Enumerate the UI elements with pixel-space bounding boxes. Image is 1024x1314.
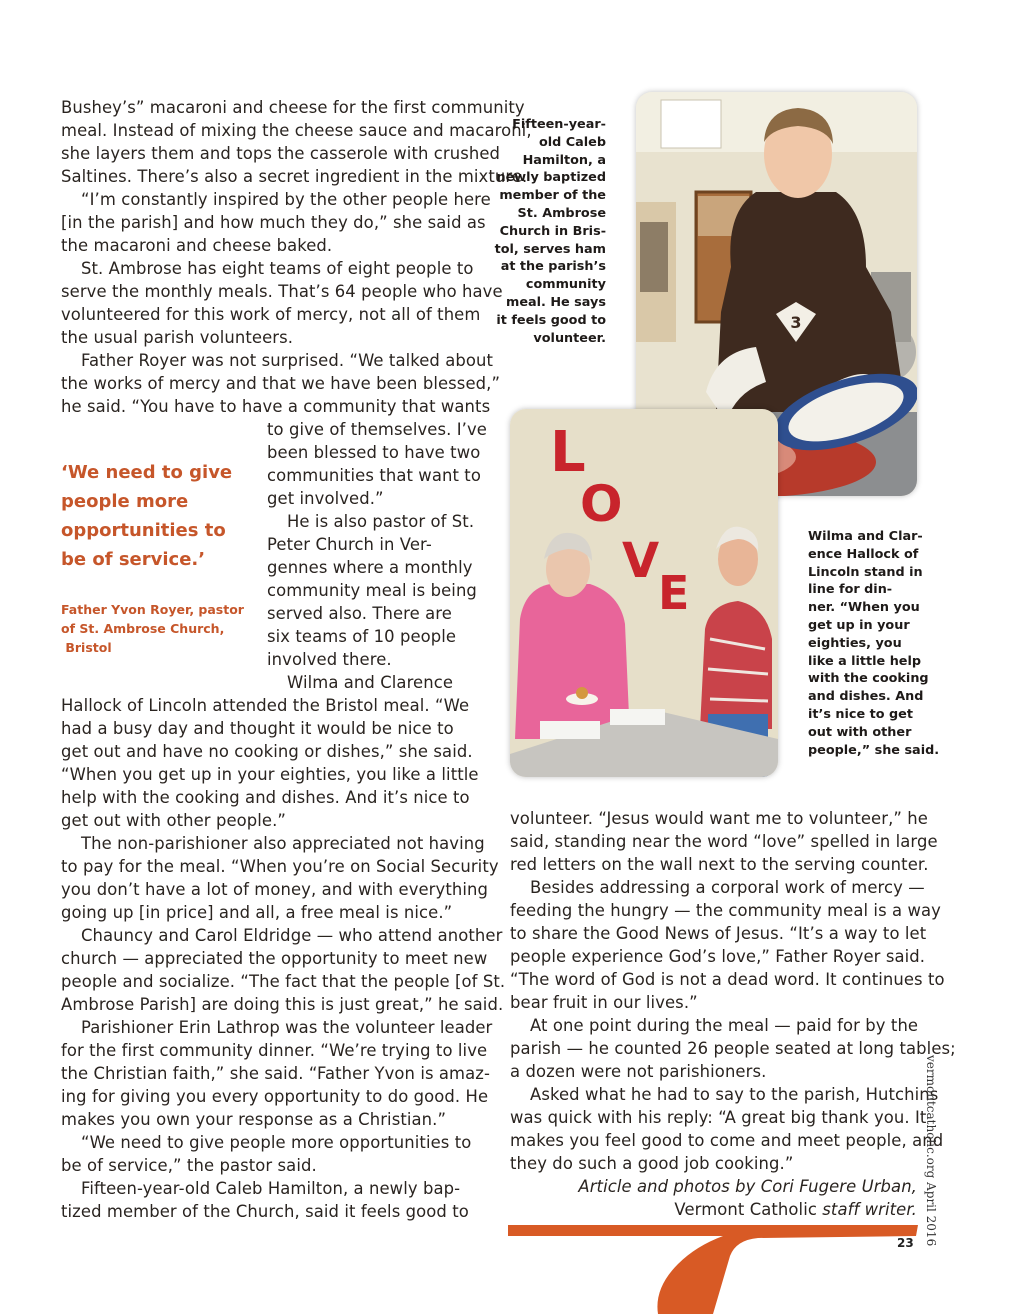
body-line: she layers them and tops the casserole with crushed: [61, 144, 501, 163]
body-line: “The word of God is not a dead word. It continues to: [510, 970, 945, 989]
caption-caleb: [490, 116, 606, 347]
col1-top-text: [61, 96, 532, 418]
credit-publication: Vermont Catholic: [674, 1200, 823, 1219]
caption-line: it’s nice to get: [808, 706, 913, 722]
body-line: get out and have no cooking or dishes,” she said.: [61, 742, 473, 761]
caption-line: community: [525, 277, 606, 293]
pull-quote-line: be of service.’: [61, 549, 206, 570]
footer-vertical: [924, 1055, 943, 1247]
col1-bottom-text: [61, 694, 506, 1223]
body-line: to share the Good News of Jesus. “It’s a way to let: [510, 924, 927, 943]
caption-line: people,” she said.: [808, 742, 940, 758]
caption-line: meal. He says: [505, 294, 606, 310]
caption-line: get up in your: [808, 617, 910, 633]
pull-attr-line: Bristol: [61, 640, 112, 655]
body-line: to pay for the meal. “When you’re on Social Security: [61, 857, 499, 876]
body-line: going up [in price] and all, a free meal is nice.”: [61, 903, 453, 922]
body-line: for the first community dinner. “We’re trying to live: [61, 1041, 488, 1060]
body-line: “When you get up in your eighties, you like a little: [61, 765, 479, 784]
body-line: The non-parishioner also appreciated not having: [81, 834, 485, 853]
page-number: 23: [897, 1236, 914, 1250]
body-line: Bushey’s” macaroni and cheese for the first community: [61, 98, 525, 117]
footer-site-date: vermontcatholic.org April 2016: [924, 1055, 938, 1247]
body-line: been blessed to have two: [267, 443, 481, 462]
body-line: tized member of the Church, said it feels good to: [61, 1202, 469, 1221]
pull-quote-attribution: [61, 600, 261, 657]
love-letter: O: [580, 475, 623, 533]
pull-quote: [61, 458, 261, 574]
body-line: people experience God’s love,” Father Royer said.: [510, 947, 926, 966]
body-line: Chauncy and Carol Eldridge — who attend another: [81, 926, 503, 945]
body-line: Asked what he had to say to the parish, Hutchins: [530, 1085, 939, 1104]
caption-line: ner. “When you: [808, 600, 920, 616]
body-line: feeding the hungry — the community meal is a way: [510, 901, 941, 920]
caption-line: eighties, you: [808, 635, 902, 651]
body-line: you don’t have a lot of money, and with everything: [61, 880, 488, 899]
caption-line: with the cooking: [808, 671, 929, 687]
love-letter: E: [658, 566, 690, 620]
body-line: Besides addressing a corporal work of mercy —: [530, 878, 925, 897]
caption-line: member of the: [499, 188, 606, 204]
body-line: He is also pastor of St.: [287, 512, 475, 531]
body-line: Father Royer was not surprised. “We talked about: [81, 351, 494, 370]
caption-line: newly baptized: [496, 170, 606, 186]
pull-attr-line: of St. Ambrose Church,: [61, 621, 225, 636]
body-line: involved there.: [267, 650, 392, 669]
body-line: communities that want to: [267, 466, 481, 485]
body-line: Wilma and Clarence: [287, 673, 454, 692]
body-line: Saltines. There’s also a secret ingredient in the mixture.: [61, 167, 528, 186]
body-line: Hallock of Lincoln attended the Bristol meal. “We: [61, 696, 470, 715]
body-line: he said. “You have to have a community that wants: [61, 397, 491, 416]
body-line: gennes where a monthly: [267, 558, 473, 577]
body-line: St. Ambrose has eight teams of eight people to: [81, 259, 474, 278]
body-line: Ambrose Parish] are doing this is just great,” he said.: [61, 995, 504, 1014]
caption-line: Hamilton, a: [522, 152, 606, 168]
love-letter: V: [622, 533, 660, 589]
body-line: ing for giving you every opportunity to do good. He: [61, 1087, 489, 1106]
body-line: to give of themselves. I’ve: [267, 420, 487, 439]
body-line: serve the monthly meals. That’s 64 people who have: [61, 282, 503, 301]
body-line: help with the cooking and dishes. And it’s nice to: [61, 788, 470, 807]
caption-line: out with other: [808, 724, 912, 740]
body-line: “We need to give people more opportunities to: [81, 1133, 472, 1152]
body-line: volunteer. “Jesus would want me to volunteer,” he: [510, 809, 928, 828]
caption-line: at the parish’s: [500, 259, 606, 275]
pull-quote-line: ‘We need to give: [61, 462, 233, 483]
body-line: be of service,” the pastor said.: [61, 1156, 317, 1175]
body-line: “I’m constantly inspired by the other people here: [81, 190, 491, 209]
caption-line: it feels good to: [496, 312, 606, 328]
pull-quote-line: people more: [61, 491, 189, 512]
body-line: get involved.”: [267, 489, 384, 508]
caption-line: Fifteen-year-: [512, 117, 606, 132]
body-line: makes you own your response as a Christian.”: [61, 1110, 447, 1129]
body-line: Parishioner Erin Lathrop was the volunteer leader: [81, 1018, 493, 1037]
body-line: makes you feel good to come and meet people, and: [510, 1131, 944, 1150]
col1-narrow-text: [267, 418, 487, 694]
body-line: volunteered for this work of mercy, not all of them: [61, 305, 481, 324]
photo-wilma-clarence: [510, 409, 778, 777]
body-line: the works of mercy and that we have been blessed,”: [61, 374, 501, 393]
body-line: parish — he counted 26 people seated at long tables;: [510, 1039, 956, 1058]
body-line: [in the parish] and how much they do,” she said as: [61, 213, 486, 232]
caption-line: old Caleb: [538, 134, 606, 150]
body-line: church — appreciated the opportunity to meet new: [61, 949, 488, 968]
pull-quote-line: opportunities to: [61, 520, 226, 541]
caption-line: tol, serves ham: [494, 241, 606, 257]
body-line: red letters on the wall next to the serving counter.: [510, 855, 929, 874]
body-line: a dozen were not parishioners.: [510, 1062, 767, 1081]
body-line: they do such a good job cooking.”: [510, 1154, 794, 1173]
caption-line: volunteer.: [533, 330, 606, 346]
caption-line: like a little help: [808, 653, 922, 669]
caption-wilma-clarence: [808, 528, 940, 759]
caption-line: Wilma and Clar-: [808, 529, 923, 544]
caption-line: St. Ambrose: [517, 205, 606, 221]
body-line: served also. There are: [267, 604, 452, 623]
body-line: six teams of 10 people: [267, 627, 457, 646]
credit-line-1: Article and photos by Cori Fugere Urban,: [578, 1177, 917, 1196]
body-line: Peter Church in Ver-: [267, 535, 432, 554]
article-credit: [510, 1175, 917, 1221]
footer-hand-decoration: [508, 1218, 1024, 1314]
shirt-number: 3: [790, 313, 802, 332]
body-line: meal. Instead of mixing the cheese sauce and macaroni,: [61, 121, 532, 140]
body-line: had a busy day and thought it would be nice to: [61, 719, 454, 738]
caption-line: and dishes. And: [808, 689, 924, 705]
body-line: the macaroni and cheese baked.: [61, 236, 333, 255]
body-line: the usual parish volunteers.: [61, 328, 294, 347]
body-line: Fifteen-year-old Caleb Hamilton, a newly bap-: [81, 1179, 461, 1198]
caption-line: ence Hallock of: [808, 546, 919, 562]
caption-line: Lincoln stand in: [808, 564, 923, 580]
hallock-photo-illustration: [510, 409, 778, 777]
credit-role: staff writer.: [822, 1200, 917, 1219]
love-letter: L: [550, 420, 586, 485]
body-line: community meal is being: [267, 581, 477, 600]
body-line: was quick with his reply: “A great big thank you. It: [510, 1108, 927, 1127]
pull-attr-line: Father Yvon Royer, pastor: [61, 602, 244, 617]
body-line: the Christian faith,” she said. “Father Yvon is amaz-: [61, 1064, 490, 1083]
caption-line: Church in Bris-: [499, 223, 606, 239]
body-line: At one point during the meal — paid for by the: [530, 1016, 919, 1035]
caption-line: line for din-: [808, 582, 893, 598]
body-line: people and socialize. “The fact that the people [of St.: [61, 972, 506, 991]
body-line: said, standing near the word “love” spelled in large: [510, 832, 938, 851]
body-line: get out with other people.”: [61, 811, 286, 830]
body-line: bear fruit in our lives.”: [510, 993, 698, 1012]
